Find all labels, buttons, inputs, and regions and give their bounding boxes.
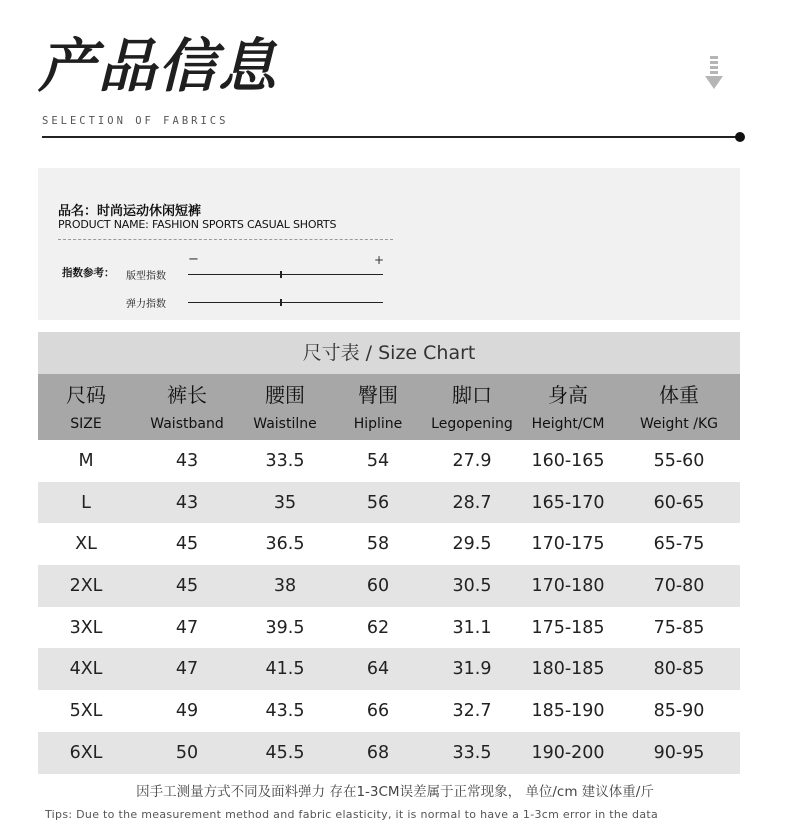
measurement-note-cn: 因手工测量方式不同及面料弹力 存在1-3CM误差属于正常现象， 单位/cm 建议体重/斤 [136,784,654,800]
table-cell: 45.5 [240,732,330,774]
table-cell: 33.5 [426,732,518,774]
size-chart-title: 尺寸表 / Size Chart [38,332,740,374]
table-cell: 180-185 [518,648,618,690]
table-row [38,607,740,649]
table-cell: 3XL [38,607,134,649]
table-cell: 31.9 [426,648,518,690]
table-cell: 58 [330,523,426,565]
column-header-cn: 尺码 [66,383,106,407]
stretch-index-label: 弹力指数 [126,299,166,310]
table-cell: 185-190 [518,690,618,732]
table-cell: 45 [134,565,240,607]
stretch-index-scale [188,302,383,303]
table-cell: 31.1 [426,607,518,649]
column-header-cn: 身高 [548,383,588,407]
table-row [38,690,740,732]
column-header-en: Hipline [353,416,403,432]
table-cell: XL [38,523,134,565]
table-cell: 190-200 [518,732,618,774]
table-cell: 65-75 [618,523,740,565]
stretch-index-marker [280,299,282,306]
fit-index-label: 版型指数 [126,271,166,282]
table-row [38,648,740,690]
table-cell: 27.9 [426,440,518,482]
column-header [240,374,330,440]
column-header [38,374,134,440]
table-cell: 70-80 [618,565,740,607]
table-cell: 56 [330,482,426,524]
table-cell: 30.5 [426,565,518,607]
table-cell: 90-95 [618,732,740,774]
table-cell: 39.5 [240,607,330,649]
table-row [38,482,740,524]
table-cell: 175-185 [518,607,618,649]
scale-plus: + [374,253,385,267]
column-header-en: Height/CM [531,416,605,432]
table-cell: 5XL [38,690,134,732]
table-cell: 33.5 [240,440,330,482]
table-cell: 170-180 [518,565,618,607]
column-header-cn: 腰围 [265,383,305,407]
table-cell: 49 [134,690,240,732]
table-cell: 75-85 [618,607,740,649]
product-name-cn: 品名：时尚运动休闲短裤 [58,204,202,219]
table-cell: 50 [134,732,240,774]
table-cell: 54 [330,440,426,482]
table-cell: 60-65 [618,482,740,524]
column-header-cn: 脚口 [452,383,492,407]
table-cell: 47 [134,648,240,690]
index-label: 指数参考： [62,267,115,279]
column-header [618,374,740,440]
table-row [38,440,740,482]
table-cell: 170-175 [518,523,618,565]
column-header [426,374,518,440]
table-cell: M [38,440,134,482]
table-cell: 29.5 [426,523,518,565]
table-cell: 41.5 [240,648,330,690]
column-header-en: Waistilne [253,416,317,432]
scale-minus: − [188,252,199,267]
fit-index-scale [188,274,383,275]
table-row [38,732,740,774]
table-cell: L [38,482,134,524]
table-cell: 43 [134,440,240,482]
product-info-panel [38,168,740,320]
table-cell: 6XL [38,732,134,774]
column-header-en: SIZE [70,416,102,432]
product-name-en: PRODUCT NAME: FASHION SPORTS CASUAL SHORTS [58,218,337,231]
page-subtitle: SELECTION OF FABRICS [42,115,229,127]
table-cell: 45 [134,523,240,565]
column-header [330,374,426,440]
column-header-en: Legopening [431,416,513,432]
size-table [38,374,740,774]
table-cell: 4XL [38,648,134,690]
table-cell: 66 [330,690,426,732]
header-divider [42,136,739,138]
table-cell: 60 [330,565,426,607]
column-header-en: Weight /KG [640,416,718,432]
table-cell: 47 [134,607,240,649]
dashed-divider [58,239,393,240]
table-cell: 43 [134,482,240,524]
table-cell: 2XL [38,565,134,607]
column-header-cn: 臀围 [358,383,398,407]
table-cell: 36.5 [240,523,330,565]
divider-dot [735,132,745,142]
column-header-cn: 体重 [659,383,699,407]
down-arrow-icon [703,56,725,92]
table-cell: 165-170 [518,482,618,524]
table-cell: 64 [330,648,426,690]
table-header-row [38,374,740,440]
table-cell: 35 [240,482,330,524]
table-cell: 28.7 [426,482,518,524]
measurement-note-en: Tips: Due to the measurement method and fabric elasticity, it is normal to have a 1-3cm error in the data [45,808,659,821]
table-cell: 55-60 [618,440,740,482]
column-header [134,374,240,440]
column-header-cn: 裤长 [167,383,207,407]
column-header [518,374,618,440]
table-cell: 80-85 [618,648,740,690]
page-title: 产品信息 [38,32,279,100]
table-cell: 85-90 [618,690,740,732]
table-cell: 38 [240,565,330,607]
table-cell: 160-165 [518,440,618,482]
table-row [38,565,740,607]
table-cell: 43.5 [240,690,330,732]
table-cell: 62 [330,607,426,649]
table-cell: 68 [330,732,426,774]
column-header-en: Waistband [150,416,224,432]
table-row [38,523,740,565]
fit-index-marker [280,271,282,278]
table-cell: 32.7 [426,690,518,732]
